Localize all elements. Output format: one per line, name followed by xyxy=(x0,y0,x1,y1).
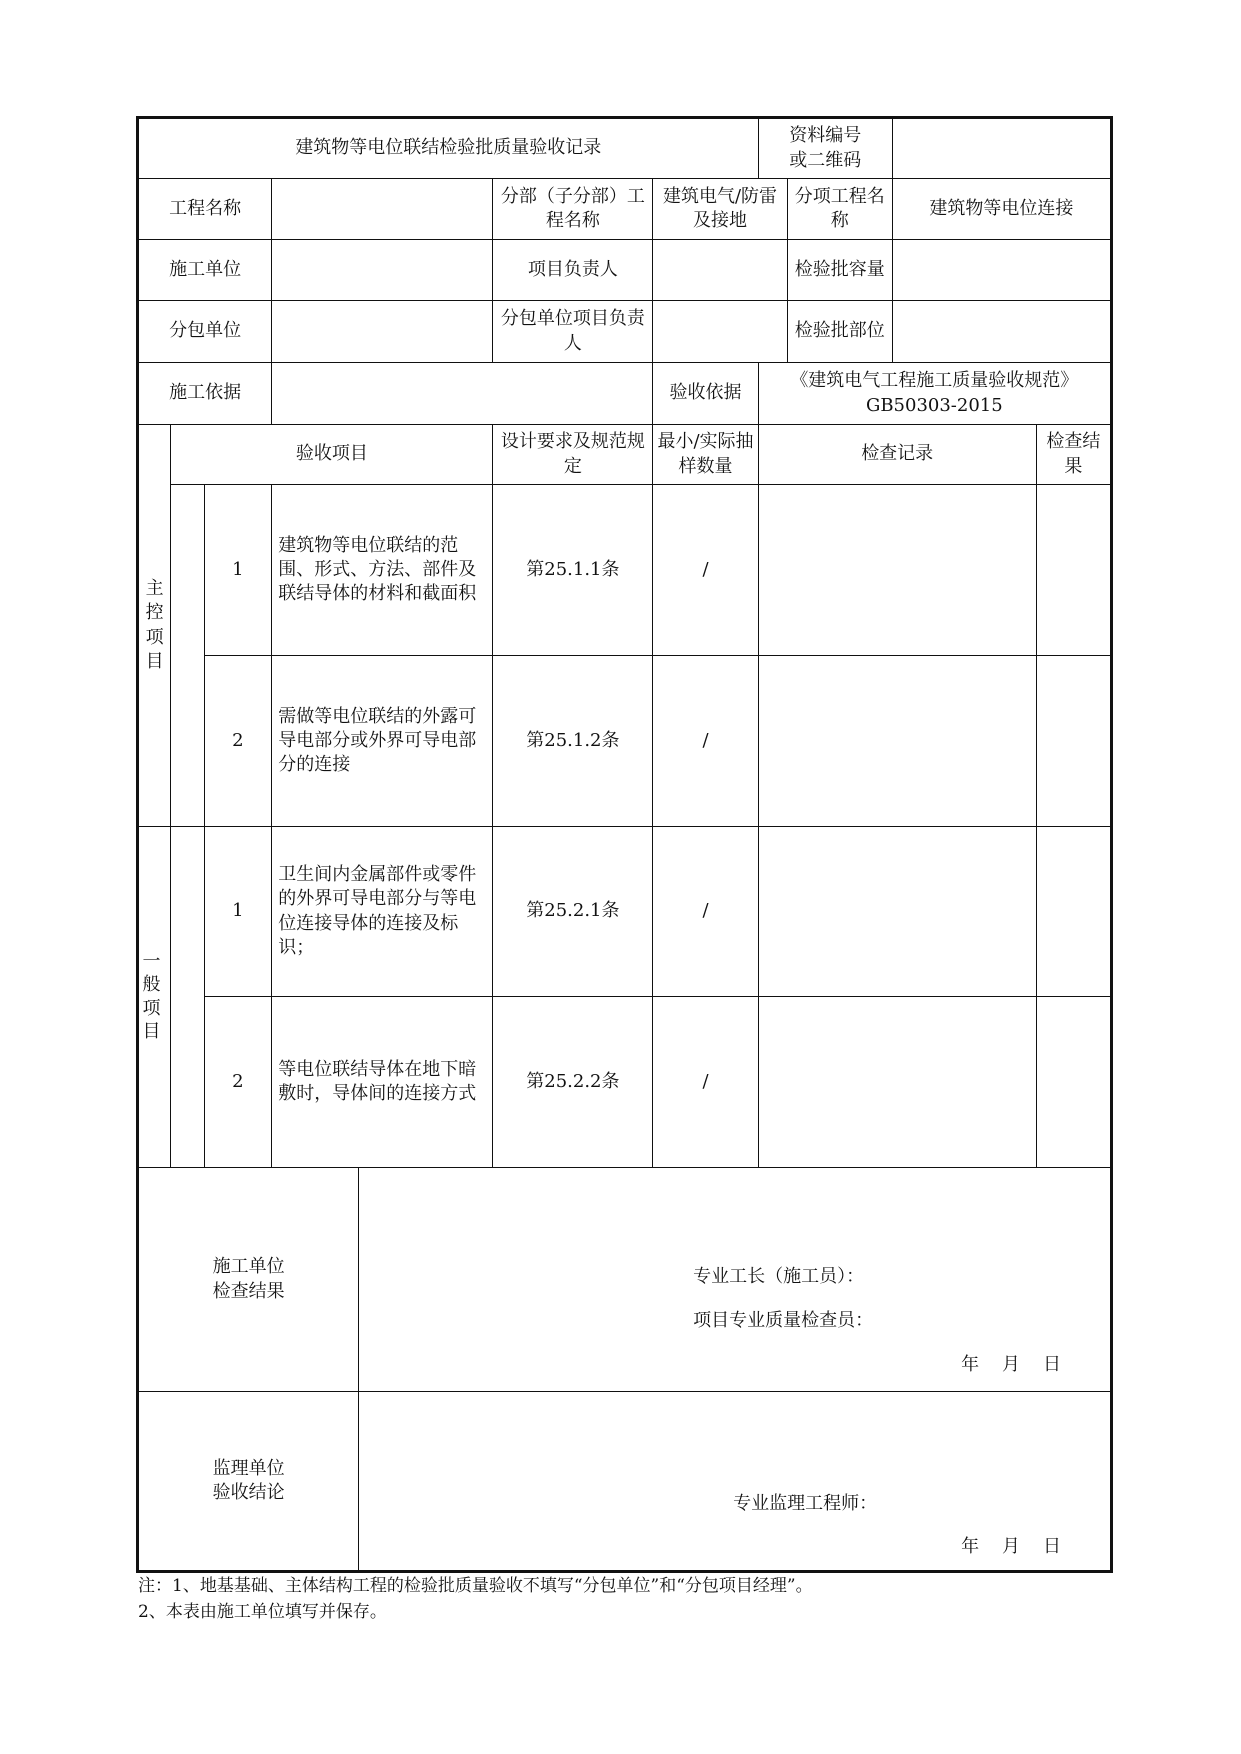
division-value[interactable]: 建筑电气/防雷及接地 xyxy=(653,179,787,240)
main-item-2-result[interactable] xyxy=(1036,656,1111,827)
main-item-1-result[interactable] xyxy=(1036,485,1111,656)
col-result-header: 检查结果 xyxy=(1036,425,1111,485)
main-items-spacer xyxy=(171,485,204,827)
contractor-check-label: 施工单位 检查结果 xyxy=(138,1168,359,1392)
main-item-2-no: 2 xyxy=(204,656,272,827)
general-item-1-desc: 卫生间内金属部件或零件的外界可导电部分与等电位连接导体的连接及标识； xyxy=(272,827,493,997)
acceptance-record-table xyxy=(136,116,1113,1573)
main-item-2-clause: 第25.1.2条 xyxy=(493,656,653,827)
acceptance-basis-value: 《建筑电气工程施工质量验收规范》 GB50303-2015 xyxy=(758,363,1111,425)
general-items-group-label: 一般项目 xyxy=(142,950,161,1042)
supervisor-check-area[interactable] xyxy=(359,1392,1112,1572)
main-item-1-clause: 第25.1.1条 xyxy=(493,485,653,656)
footnotes xyxy=(138,1574,813,1625)
note-1: 注：1、地基基础、主体结构工程的检验批质量验收不填写“分包单位”和“分包项目经理”。 xyxy=(138,1576,813,1596)
supervisor-check-label: 监理单位 验收结论 xyxy=(138,1392,359,1572)
supervisor-signature-label: 专业监理工程师： xyxy=(733,1493,878,1514)
sub-pm-field[interactable] xyxy=(653,301,787,363)
location-label: 检验批部位 xyxy=(787,301,892,363)
col-record-header: 检查记录 xyxy=(758,425,1036,485)
form-title: 建筑物等电位联结检验批质量验收记录 xyxy=(138,118,759,179)
subitem-value[interactable]: 建筑物等电位连接 xyxy=(892,179,1111,240)
main-item-1-sample[interactable]: / xyxy=(653,485,758,656)
main-item-1-record[interactable] xyxy=(758,485,1036,656)
group-label-mask xyxy=(138,827,167,1165)
doc-no-field[interactable] xyxy=(892,118,1111,179)
contractor-field[interactable] xyxy=(272,240,493,301)
doc-no-label: 资料编号 或二维码 xyxy=(758,118,892,179)
contractor-date: 年 月 日 xyxy=(961,1354,1061,1375)
general-item-2-clause: 第25.2.2条 xyxy=(493,997,653,1168)
general-items-spacer xyxy=(171,827,204,1168)
general-item-1-clause: 第25.2.1条 xyxy=(493,827,653,997)
col-item-header: 验收项目 xyxy=(171,425,493,485)
main-item-2-desc: 需做等电位联结的外露可导电部分或外界可导电部分的连接 xyxy=(272,656,493,827)
main-item-1-no: 1 xyxy=(204,485,272,656)
main-item-2-record[interactable] xyxy=(758,656,1036,827)
acceptance-basis-label: 验收依据 xyxy=(653,363,758,425)
sub-pm-label: 分包单位项目负责人 xyxy=(493,301,653,363)
main-item-2-sample[interactable]: / xyxy=(653,656,758,827)
project-name-field[interactable] xyxy=(272,179,493,240)
general-item-2-no: 2 xyxy=(204,997,272,1168)
foreman-signature-label: 专业工长（施工员）： xyxy=(693,1266,865,1287)
general-item-1-record[interactable] xyxy=(758,827,1036,997)
col-sample-header: 最小/实际抽样数量 xyxy=(653,425,758,485)
division-label: 分部（子分部）工程名称 xyxy=(493,179,653,240)
capacity-label: 检验批容量 xyxy=(787,240,892,301)
general-item-1-result[interactable] xyxy=(1036,827,1111,997)
subcontractor-field[interactable] xyxy=(272,301,493,363)
inspector-signature-label: 项目专业质量检查员： xyxy=(693,1310,874,1331)
basis-field[interactable] xyxy=(272,363,653,425)
supervisor-date: 年 月 日 xyxy=(961,1536,1061,1557)
project-name-label: 工程名称 xyxy=(138,179,272,240)
capacity-field[interactable] xyxy=(892,240,1111,301)
pm-label: 项目负责人 xyxy=(493,240,653,301)
general-item-2-record[interactable] xyxy=(758,997,1036,1168)
subitem-label: 分项工程名称 xyxy=(787,179,892,240)
note-2: 2、本表由施工单位填写并保存。 xyxy=(138,1601,387,1622)
main-item-1-desc: 建筑物等电位联结的范围、形式、方法、部件及联结导体的材料和截面积 xyxy=(272,485,493,656)
pm-field[interactable] xyxy=(653,240,787,301)
basis-label: 施工依据 xyxy=(138,363,272,425)
general-item-2-sample[interactable]: / xyxy=(653,997,758,1168)
subcontractor-label: 分包单位 xyxy=(138,301,272,363)
general-item-1-no: 1 xyxy=(204,827,272,997)
location-field[interactable] xyxy=(892,301,1111,363)
contractor-label: 施工单位 xyxy=(138,240,272,301)
general-item-1-sample[interactable]: / xyxy=(653,827,758,997)
general-item-2-desc: 等电位联结导体在地下暗敷时，导体间的连接方式 xyxy=(272,997,493,1168)
contractor-check-area[interactable] xyxy=(359,1168,1112,1392)
main-items-group-label: 主控项目 xyxy=(138,425,171,827)
col-requirement-header: 设计要求及规范规定 xyxy=(493,425,653,485)
general-item-2-result[interactable] xyxy=(1036,997,1111,1168)
